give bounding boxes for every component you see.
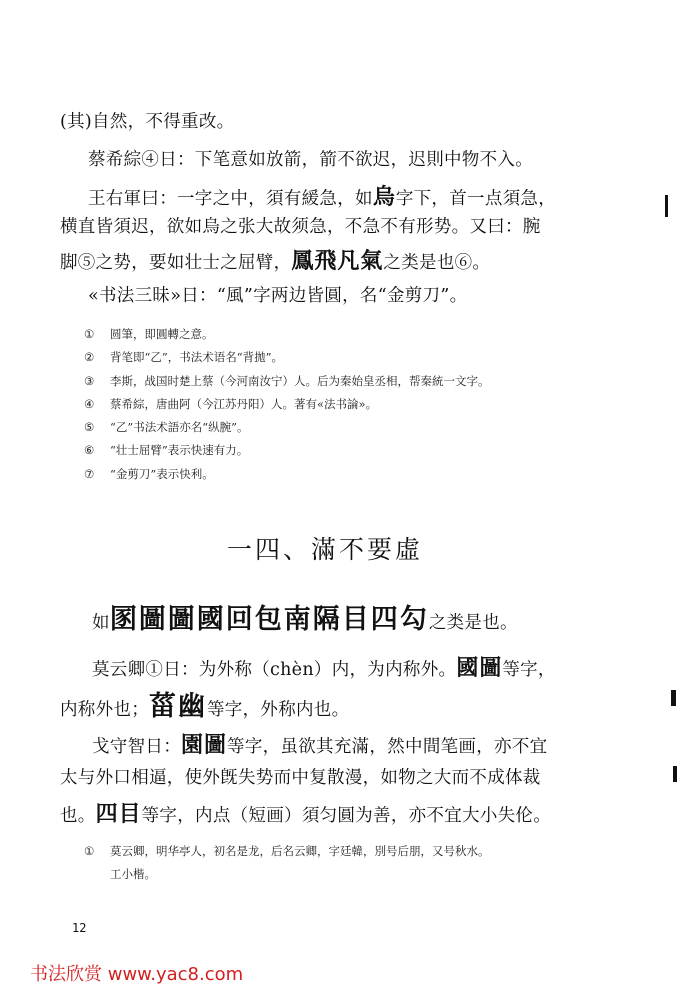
footnote: ④ 蔡希綜，唐曲阿（今江苏丹阳）人。著有«法书論»。 [84,397,378,411]
calligraphy-sample: 鳳飛凡氣 [291,248,384,274]
footnote: ② 背笔即“乙”，书法术语名“背拋”。 [84,350,284,364]
page-number: 12 [72,921,87,935]
paragraph-2: 蔡希綜④日：下笔意如放箭，箭不欲迟，迟則中物不入。 [88,150,533,170]
calligraphy-sample: 烏 [372,184,396,210]
footnote: ⑤ “乙”书法术語亦名“纵腕”。 [84,420,249,434]
section-line-2: 莫云卿①日：为外称（chèn）内，为内称外。國圖等字， [92,655,556,681]
footnote: ③ 李斯，战国时楚上蔡（今河南汝宁）人。后为秦始皇丞相，帮秦統一文字。 [84,374,490,388]
section-line-1: 如圂圖圖國回包南隔目四勾之类是也。 [92,604,518,635]
scan-mark [671,690,676,706]
footnote: ⑥ “壮士屈臂”表示快速有力。 [84,443,249,457]
paragraph-3-line-1: 王右軍曰：一字之中，須有緩急，如烏字下，首一点須急， [88,184,557,210]
calligraphy-sample: 菑幽 [149,691,207,722]
section-heading: 一四、滿不要虛 [227,535,424,564]
paragraph-4: «书法三昧»日：“風”字两边皆圓，名“金剪刀”。 [88,286,468,306]
footnote: ① 圆筆，即圓轉之意。 [84,327,214,341]
calligraphy-sample: 圂圖圖國回包南隔目四勾 [109,604,429,635]
calligraphy-sample: 園圖 [181,732,228,758]
footnote: ① 莫云卿，明华亭人，初名是龙，后名云卿，字廷韓，別号后朋，又号秋水。 [84,844,490,858]
section-line-4: 戈守智日：園圖等字，虽欲其充滿，然中間笔画，亦不宜 [92,732,548,758]
paragraph-3-line-3: 脚⑤之势，要如壮士之屈臂，鳳飛凡氣之类是也⑥。 [60,248,491,274]
calligraphy-sample: 國圖 [456,655,503,681]
section-line-6: 也。四目等字，内点（短画）須匀圓为善，亦不宜大小失伦。 [60,801,552,827]
section-line-3: 内称外也；菑幽等字，外称内也。 [60,691,350,722]
paragraph-1: (其)自然，不得重改。 [60,112,235,132]
watermark-footer: 书法欣赏 www.yac8.com [30,964,244,985]
scan-mark [665,195,668,217]
paragraph-3-line-2: 横直皆須迟，欲如烏之张大故须急，不急不有形势。又曰：腕 [60,217,541,237]
footnote: ⑦ “金剪刀”表示快利。 [84,467,214,481]
scan-mark [673,766,677,782]
calligraphy-sample: 四目 [95,801,142,827]
section-line-5: 太与外口相逼，使外旣失势而中复散漫，如物之大而不成体裁 [60,768,541,788]
footnote: 工小楷。 [110,867,156,881]
